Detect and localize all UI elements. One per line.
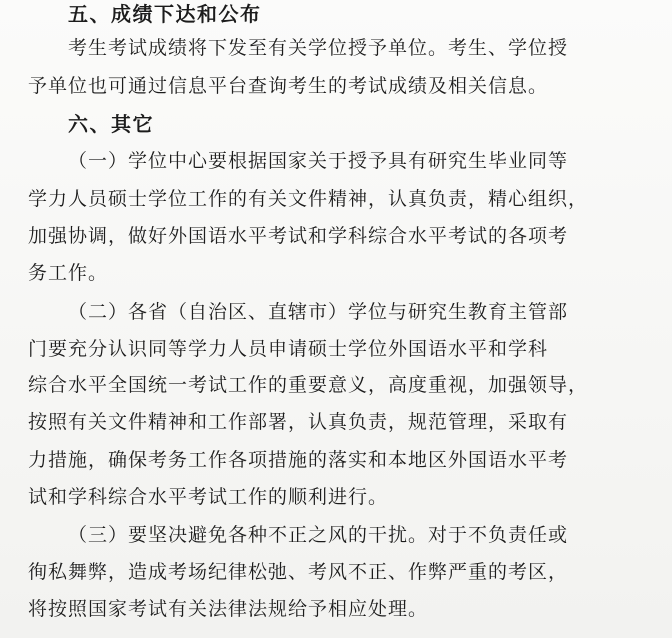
paragraph-line: （三）要坚决避免各种不正之风的干扰。对于不负责任或 bbox=[68, 524, 569, 546]
paragraph-line: 加强协调，做好外国语水平考试和学科综合水平考试的各项考 bbox=[28, 225, 569, 247]
paragraph-line: 务工作。 bbox=[28, 262, 109, 284]
paragraph-line: 按照有关文件精神和工作部署，认真负责，规范管理，采取有 bbox=[28, 411, 569, 433]
paragraph-line: （一）学位中心要根据国家关于授予具有研究生毕业同等 bbox=[68, 150, 569, 172]
paragraph-line: 综合水平全国统一考试工作的重要意义，高度重视，加强领导， bbox=[28, 374, 589, 396]
paragraph-line: 力措施，确保考务工作各项措施的落实和本地区外国语水平考 bbox=[28, 449, 569, 471]
section-heading-other: 六、其它 bbox=[68, 112, 154, 136]
paragraph-line: 将按照国家考试有关法律法规给予相应处理。 bbox=[28, 598, 429, 620]
paragraph-line: 试和学科综合水平考试工作的顺利进行。 bbox=[28, 486, 389, 508]
paragraph-line: 学力人员硕士学位工作的有关文件精神，认真负责，精心组织， bbox=[28, 188, 589, 210]
paragraph-line: 门要充分认识同等学力人员申请硕士学位外国语水平和学科 bbox=[28, 338, 549, 360]
paragraph-line: （二）各省（自治区、直辖市）学位与研究生教育主管部 bbox=[68, 301, 569, 323]
section-heading-results: 五、成绩下达和公布 bbox=[68, 2, 262, 26]
paragraph-line: 考生考试成绩将下发至有关学位授予单位。考生、学位授 bbox=[68, 37, 569, 59]
paragraph-line: 徇私舞弊，造成考场纪律松弛、考风不正、作弊严重的考区， bbox=[28, 561, 569, 583]
paragraph-line: 予单位也可通过信息平台查询考生的考试成绩及相关信息。 bbox=[28, 75, 549, 97]
